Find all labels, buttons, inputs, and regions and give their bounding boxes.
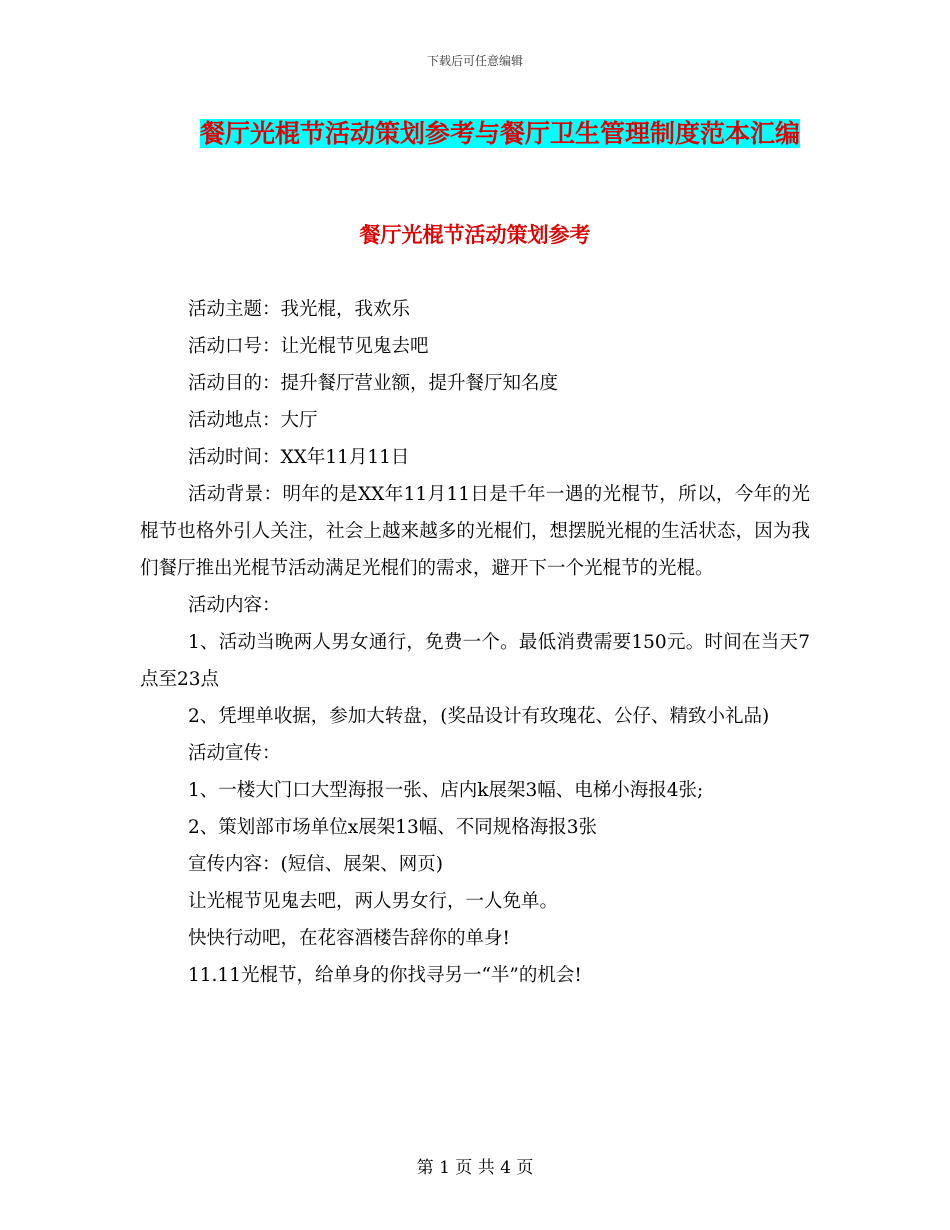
paragraph-time: 活动时间：XX年11月11日 [188,447,410,468]
header-note: 下载后可任意编辑 [426,54,523,68]
paragraph-promotion-heading: 活动宣传： [188,743,281,764]
paragraph-slogan-2: 快快行动吧，在花容酒楼告辞你的单身! [188,928,510,949]
document-body [140,291,810,994]
paragraph-promotion-content: 宣传内容：(短信、展架、网页) [188,854,443,875]
page-footer: 第 1 页 共 4 页 [416,1158,534,1178]
paragraph-background: 活动背景：明年的是XX年11月11日是千年一遇的光棍节，所以，今年的光棍节也格外引人关注，社会上越来越多的光棍们，想摆脱光棍的生活状态，因为我们餐厅推出光棍节活动满足光棍们的需求，避开下一个光棍节的光棍。 [140,484,810,579]
paragraph-content-item-1: 1、活动当晚两人男女通行，免费一个。最低消费需要150元。时间在当天7点至23点 [140,632,810,690]
paragraph-content-heading: 活动内容： [188,595,281,616]
document-title-text: 餐厅光棍节活动策划参考与餐厅卫生管理制度范本汇编 [199,119,800,148]
paragraph-content-item-2: 2、凭埋单收据，参加大转盘，(奖品设计有玫瑰花、公仔、精致小礼品) [188,706,770,727]
section-title: 餐厅光棍节活动策划参考 [359,222,591,247]
paragraph-promotion-item-1: 1、一楼大门口大型海报一张、店内k展架3幅、电梯小海报4张; [188,780,704,801]
paragraph-location: 活动地点：大厅 [188,410,318,431]
paragraph-slogan-3: 11.11光棍节，给单身的你找寻另一“半”的机会! [188,965,582,986]
document-title [190,110,810,158]
paragraph-promotion-item-2: 2、策划部市场单位x展架13幅、不同规格海报3张 [188,817,598,838]
paragraph-slogan: 活动口号：让光棍节见鬼去吧 [188,336,429,357]
paragraph-theme: 活动主题：我光棍，我欢乐 [188,299,411,320]
paragraph-purpose: 活动目的：提升餐厅营业额，提升餐厅知名度 [188,373,559,394]
paragraph-slogan-1: 让光棍节见鬼去吧，两人男女行，一人免单。 [188,891,559,912]
